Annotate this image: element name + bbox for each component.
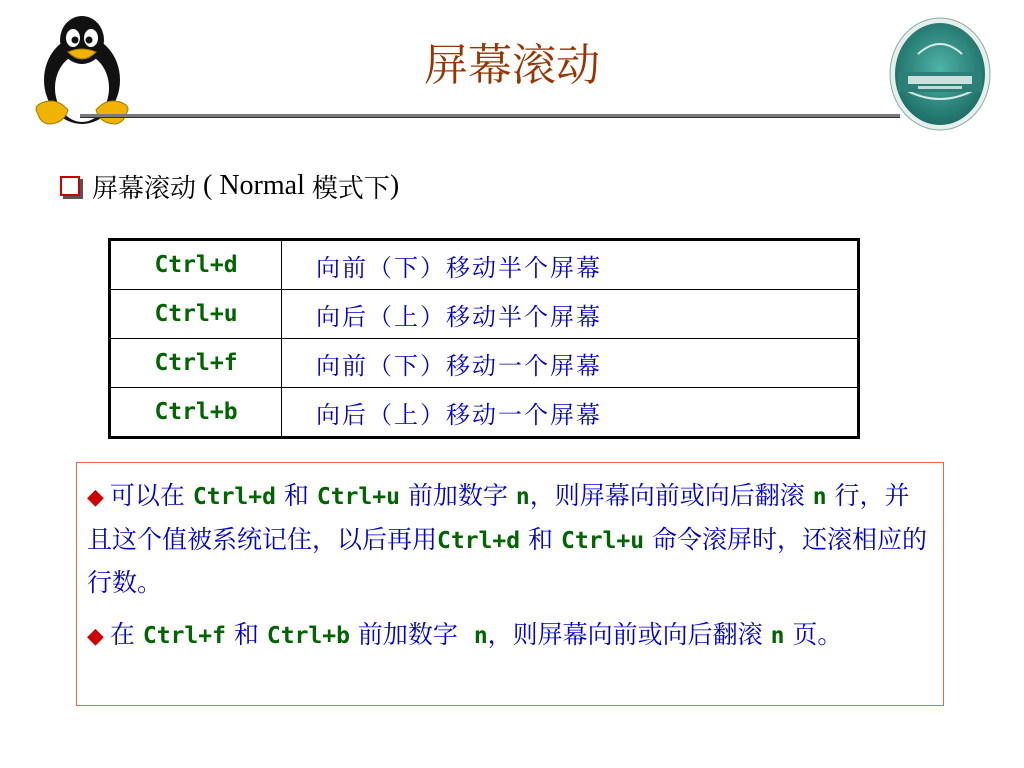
key-cell: Ctrl+b (110, 388, 282, 438)
checkbox-icon (60, 176, 80, 196)
note-code: Ctrl+u (316, 484, 400, 510)
bullet-mode: 模式下 (311, 173, 390, 204)
note-code: n (770, 623, 785, 649)
note-text: 可以在 (109, 481, 193, 510)
key-cell: Ctrl+d (110, 240, 282, 290)
note-code: Ctrl+b (266, 623, 350, 649)
note-code: n (812, 484, 827, 510)
note-text: 和 (520, 525, 562, 554)
key-table (108, 238, 860, 439)
bullet-heading (60, 166, 399, 206)
key-cell: Ctrl+f (110, 339, 282, 388)
note-text: 和 (275, 481, 317, 510)
note-code: Ctrl+f (142, 623, 226, 649)
note-text: 页。 (784, 620, 843, 649)
bullet-paren-open: ( Normal (196, 170, 312, 201)
note-code: Ctrl+d (437, 528, 521, 554)
note-text: 前加数字 (349, 620, 474, 649)
note-text: 在 (109, 620, 143, 649)
desc-cell: 向后（上）移动一个屏幕 (282, 388, 859, 438)
bullet-label: 屏幕滚动 (92, 173, 197, 204)
diamond-bullet-icon: ◆ (87, 624, 104, 649)
note-text: 命令滚屏时，还滚相应的行数。 (87, 525, 928, 597)
bullet-paren-close: ) (389, 170, 400, 201)
note-text: 行，并且这个值被系统记住，以后再用 (87, 481, 910, 554)
key-cell: Ctrl+u (110, 290, 282, 339)
title-divider-shadow (80, 117, 900, 118)
note-paragraph-1 (87, 475, 931, 604)
table-row (110, 388, 859, 438)
note-box (76, 462, 944, 706)
desc-cell: 向后（上）移动半个屏幕 (282, 290, 859, 339)
note-code: n (473, 623, 488, 649)
table-row (110, 290, 859, 339)
table-row (110, 339, 859, 388)
note-code: n (515, 484, 530, 510)
diamond-bullet-icon: ◆ (87, 485, 104, 510)
table-row (110, 240, 859, 290)
note-code: Ctrl+d (192, 484, 276, 510)
note-code: Ctrl+u (561, 528, 645, 554)
desc-cell: 向前（下）移动一个屏幕 (282, 339, 859, 388)
note-text: 前加数字 (399, 481, 516, 510)
note-text: ，则屏幕向前或向后翻滚 (529, 481, 813, 510)
note-paragraph-2 (87, 614, 931, 658)
slide-title: 屏幕滚动 (424, 40, 600, 91)
note-text: 和 (225, 620, 267, 649)
desc-cell: 向前（下）移动半个屏幕 (282, 240, 859, 290)
note-text: ，则屏幕向前或向后翻滚 (487, 620, 771, 649)
